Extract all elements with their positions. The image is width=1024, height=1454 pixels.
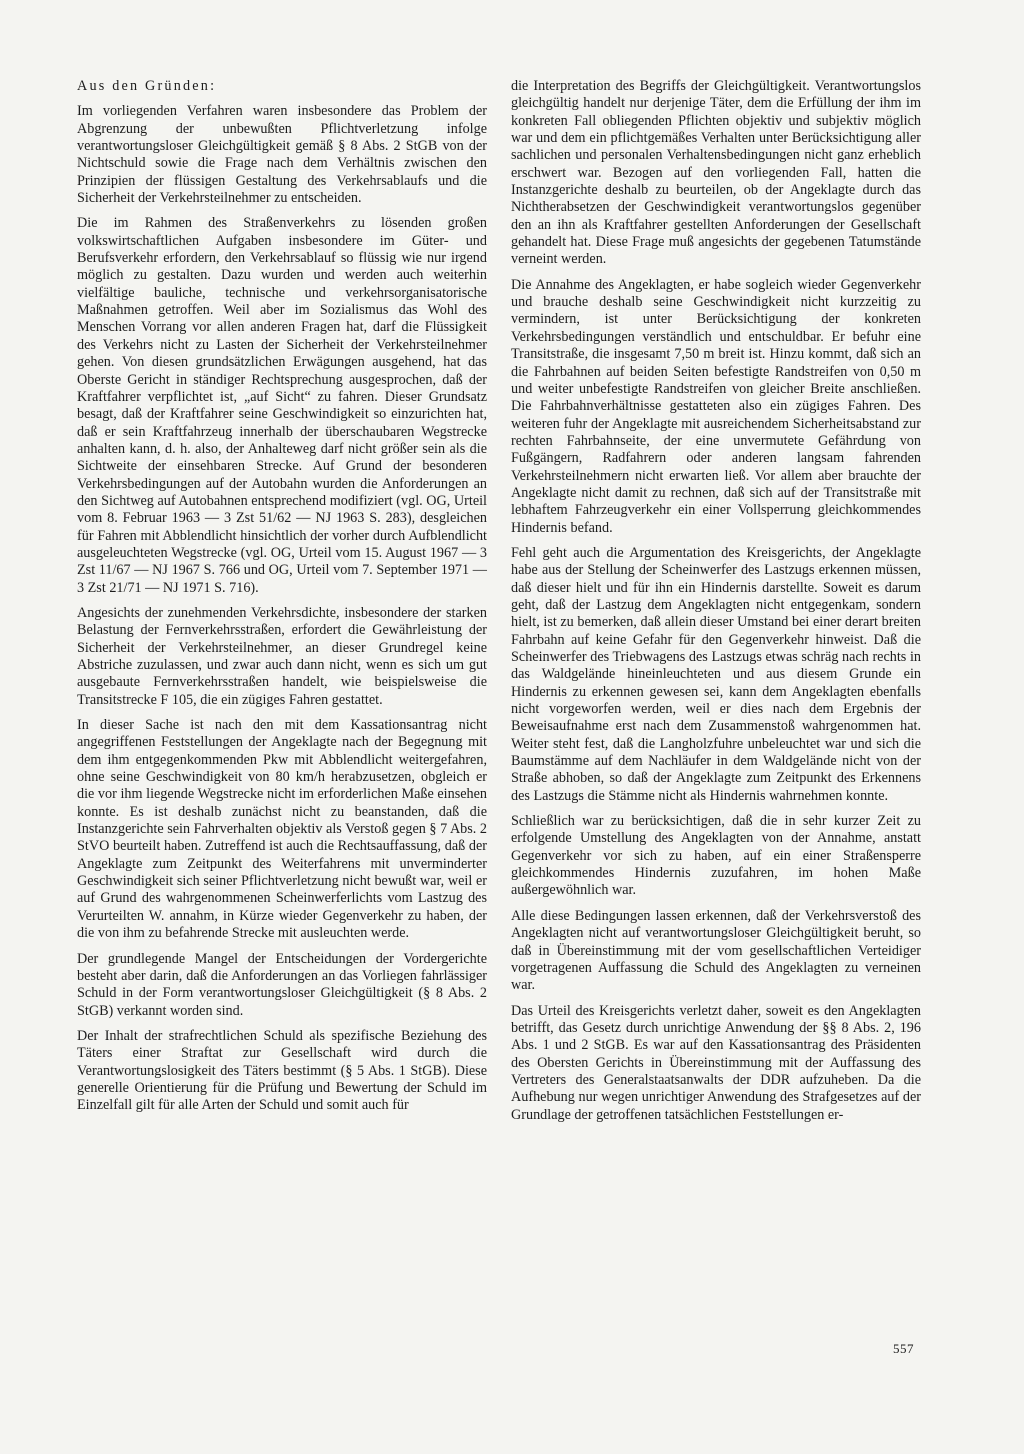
paragraph: Der Inhalt der strafrechtlichen Schuld als spezifische Beziehung des Täters einer Straftat zur Gesellschaft wird durch die Verantwortungslosigkeit des Täters bestimmt (§ 5 Abs. 1 StGB). Diese generelle Orientierung für die Prüfung und Bewertung der Schuld im Einzelfall gilt für alle Arten der Schuld und somit auch für	[77, 1027, 487, 1114]
section-heading: Aus den Gründen:	[77, 78, 217, 94]
paragraph: Der grundlegende Mangel der Entscheidungen der Vordergerichte besteht aber darin, daß die Anforderungen an das Vorliegen fahrlässiger Schuld in der Form verantwortungsloser Gleichgültigkeit (§ 8 Abs. 2 StGB) verkannt worden sind.	[77, 950, 487, 1019]
paragraph: Schließlich war zu berücksichtigen, daß die in sehr kurzer Zeit zu erfolgende Umstellung des Angeklagten von der Annahme, anstatt Gegenverkehr vor sich zu haben, auf ein einer Straßensperre gleichkommendes Hindernis zuzufahren, im hohen Maße außergewöhnlich war.	[511, 813, 921, 899]
paragraph: Die im Rahmen des Straßenverkehrs zu lösenden großen volkswirtschaftlichen Aufgaben insbesondere im Güter- und Berufsverkehr erfordern, den Verkehrsablauf so flüssig wie nur irgend möglich zu gestalten. Dazu wurden und werden auch weiterhin vielfältige bauliche, technische und verkehrsorganisatorische Maßnahmen getroffen. Weil aber im Sozialismus das Wohl des Menschen Vorrang vor allen anderen Fragen hat, darf die Flüssigkeit des Verkehrs nicht zu Lasten der Sicherheit der Verkehrsteilnehmer gehen. Von diesen grundsätzlichen Erwägungen ausgehend, hat das Oberste Gericht in ständiger Rechtsprechung ausgesprochen, daß der Kraftfahrer verpflichtet ist, „auf Sicht“ zu fahren. Dieser Grundsatz besagt, daß der Kraftfahrer seine Geschwindigkeit so einzurichten hat, daß er sein Kraftfahrzeug innerhalb der überschaubaren Wegstrecke anhalten kann, d. h. also, der Anhalteweg darf nicht größer sein als die Sichtweite der einsehbaren Strecke. Auf Grund der besonderen Verkehrsbedingungen auf der Autobahn wurden die Anforderungen an den Sichtweg auf Autobahnen entsprechend modifiziert (vgl. OG, Urteil vom 8. Februar 1963 — 3 Zst 51/62 — NJ 1963 S. 283), desgleichen für Fahren mit Abblendlicht hinsichtlich der vorher durch Aufblendlicht ausgeleuchteten Wegstrecke (vgl. OG, Urteil vom 15. August 1967 — 3 Zst 11/67 — NJ 1967 S. 766 und OG, Urteil vom 7. September 1971 — 3 Zst 21/71 — NJ 1971 S. 716).	[77, 215, 487, 596]
paragraph: In dieser Sache ist nach den mit dem Kassationsantrag nicht angegriffenen Feststellungen der Angeklagte nach der Begegnung mit dem ihm entgegenkommenden Pkw mit Abblendlicht weitergefahren, ohne seine Geschwindigkeit von 80 km/h herabzusetzen, obgleich er die vor ihm liegende Wegstrecke nicht im erforderlichen Maße einsehen konnte. Es ist deshalb zunächst nicht zu beanstanden, daß die Instanzgerichte sein Fahrverhalten objektiv als Verstoß gegen § 7 Abs. 2 StVO beurteilt haben. Zutreffend ist auch die Rechtsauffassung, daß der Angeklagte zum Zeitpunkt des Weiterfahrens mit unverminderter Geschwindigkeit sich seiner Pflichtverletzung nicht bewußt war, weil er auf Grund des wahrgenommenen Scheinwerferlichts vom Lastzug des Verurteilten W. annahm, in Kürze wieder Gegenverkehr zu haben, der die von ihm zu befahrende Strecke mit ausleuchten werde.	[77, 717, 487, 942]
page-number: 557	[893, 1341, 914, 1356]
paragraph: die Interpretation des Begriffs der Gleichgültigkeit. Verantwortungslos gleichgültig handelt nur derjenige Täter, dem die Erfüllung der ihm im konkreten Fall obliegenden Pflichten objektiv und subjektiv möglich war und dem ein pflichtgemäßes Verhalten unter Berücksichtigung aller sachlichen und personalen Verhaltensbedingungen nicht ganz erheblich erschwert war. Bezogen auf den vorliegenden Fall, hatten die Instanzgerichte deshalb zu beurteilen, ob der Angeklagte durch das Nichtherabsetzen der Geschwindigkeit verantwortungslos gegenüber den an ihn als Kraftfahrer gestellten Anforderungen der Gesellschaft gehandelt hat. Diese Frage muß angesichts der gegebenen Tatumstände verneint werden.	[511, 78, 921, 268]
left-column	[77, 78, 487, 1123]
paragraph: Im vorliegenden Verfahren waren insbesondere das Problem der Abgrenzung der unbewußten Pflichtverletzung infolge verantwortungsloser Gleichgültigkeit gemäß § 8 Abs. 2 StGB von der Nichtschuld sowie die Frage nach dem Verhältnis zwischen den Prinzipien der flüssigen Gestaltung des Verkehrsablaufs und die Sicherheit der Verkehrsteilnehmer zu entscheiden.	[77, 103, 487, 207]
paragraph: Angesichts der zunehmenden Verkehrsdichte, insbesondere der starken Belastung der Fernverkehrsstraßen, erfordert die Gewährleistung der Sicherheit der Verkehrsteilnehmer, an dieser Grundregel keine Abstriche zuzulassen, und zwar auch dann nicht, wenn es sich um gut ausgebaute Fernverkehrsstraßen handelt, wie beispielsweise die Transitstrecke F 105, die ein zügiges Fahren gestattet.	[77, 604, 487, 708]
paragraph: Die Annahme des Angeklagten, er habe sogleich wieder Gegenverkehr und brauche deshalb seine Geschwindigkeit nicht kurzzeitig zu vermindern, ist unter Berücksichtigung der konkreten Verkehrsbedingungen verständlich und entschuldbar. Er befuhr eine Transitstraße, die insgesamt 7,50 m breit ist. Hinzu kommt, daß sich an die Fahrbahnen auf beiden Seiten befestigte Randstreifen von 0,50 m und weiter unbefestigte Randstreifen von gleicher Breite anschließen. Die Fahrbahnverhältnisse gestatteten also ein zügiges Fahren. Des weiteren fuhr der Angeklagte mit ausreichendem Sicherheitsabstand zur rechten Fahrbahnseite, der eine unvermutete Gefährdung von Fußgängern, Radfahrern oder anderen langsam fahrenden Verkehrsteilnehmern nicht erwarten ließ. Vor allem aber brauchte der Angeklagte nicht damit zu rechnen, daß sich auf der Transitstraße mit lebhaftem Fahrzeugverkehr ein einer Vollsperrung gleichkommendes Hindernis befand.	[511, 276, 921, 536]
paragraph: Das Urteil des Kreisgerichts verletzt daher, soweit es den Angeklagten betrifft, das Gesetz durch unrichtige Anwendung der §§ 8 Abs. 2, 196 Abs. 1 und 2 StGB. Es war auf den Kassationsantrag des Präsidenten des Obersten Gerichts in Übereinstimmung mit der Auffassung des Vertreters des Generalstaatsanwalts der DDR aufzuheben. Da die Aufhebung nur wegen unrichtiger Anwendung des Strafgesetzes auf der Grundlage der getroffenen tatsächlichen Feststellungen er-	[511, 1002, 921, 1123]
right-column	[511, 78, 921, 1132]
paragraph: Fehl geht auch die Argumentation des Kreisgerichts, der Angeklagte habe aus der Stellung der Scheinwerfer des Lastzugs erkennen müssen, daß dieser hielt und für ihn ein Hindernis darstellte. Soweit es darum geht, daß der Lastzug dem Angeklagten nicht entgegenkam, sondern hielt, ist zu bemerken, daß allein dieser Umstand bei einer derart breiten Fahrbahn auf keine Gefahr für den Gegenverkehr hinweist. Daß die Scheinwerfer des Triebwagens des Lastzugs etwas schräg nach rechts in das Waldgelände hineinleuchteten und aus diesem Grunde ein Hindernis zu erkennen gewesen sei, kann dem Angeklagten ebenfalls nicht vorgeworfen werden, weil er dies nach dem Ergebnis der Beweisaufnahme erst nach dem Zusammenstoß wahrgenommen hat. Weiter steht fest, daß die Langholzfuhre unbeleuchtet war und sich die Baumstämme auf dem Nachläufer in dem Waldgelände nicht von der Straße abhoben, so daß der Angeklagte zum Zeitpunkt des Erkennens des Lastzugs die Stämme nicht als Hindernis wahrnehmen konnte.	[511, 544, 921, 804]
paragraph: Alle diese Bedingungen lassen erkennen, daß der Verkehrsverstoß des Angeklagten nicht auf verantwortungsloser Gleichgültigkeit beruht, so daß in Übereinstimmung mit der vom gesellschaftlichen Verteidiger vorgetragenen Auffassung die Schuld des Angeklagten zu verneinen war.	[511, 907, 921, 994]
